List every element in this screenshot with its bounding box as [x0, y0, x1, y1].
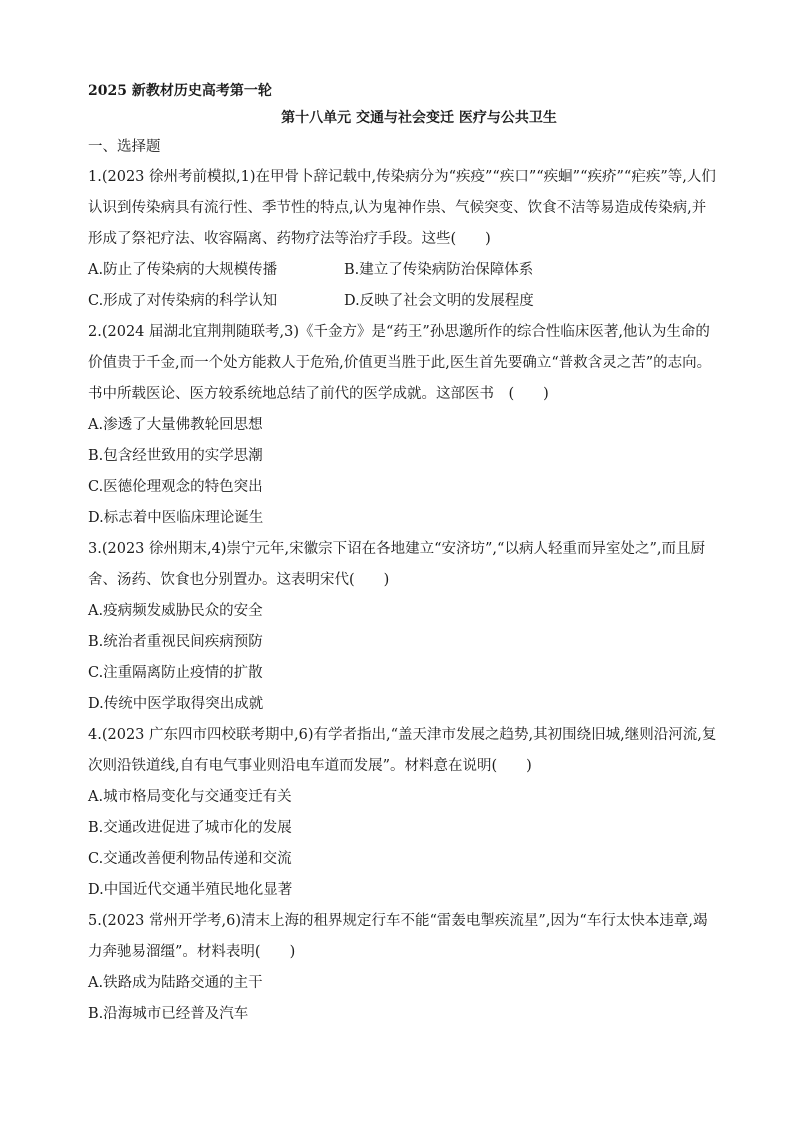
page-content: [88, 78, 720, 1030]
question-1: [88, 162, 720, 317]
option-b: B.建立了传染病防治保障体系: [344, 262, 534, 278]
question-stem: 4.(2023 广东四市四校联考期中,6)有学者指出,“盖天津市发展之趋势,其初围绕旧城,继则沿河流,复次则沿铁道线,自有电气事业则沿电车道而发展”。材料意在说明( ): [88, 727, 717, 774]
question-3: [88, 534, 720, 720]
option-b: B.交通改进促进了城市化的发展: [88, 820, 292, 836]
option-c: C.注重隔离防止疫情的扩散: [88, 665, 263, 681]
option-d: D.标志着中医临床理论诞生: [88, 510, 264, 526]
question-stem: 5.(2023 常州开学考,6)清末上海的租界规定行车不能“雷轰电掣疾流星”,因为“车行太快本违章,竭力奔驰易溜缰”。材料表明( ): [88, 913, 708, 960]
option-b: B.沿海城市已经普及汽车: [88, 1006, 249, 1022]
question-2: [88, 317, 720, 534]
option-row: [88, 255, 720, 286]
option-b: B.统治者重视民间疾病预防: [88, 634, 263, 650]
option-row: [88, 286, 720, 317]
series-title: 2025 新教材历史高考第一轮: [88, 83, 272, 99]
section-title: 一、选择题: [88, 139, 161, 155]
option-a: A.疫病频发威胁民众的安全: [88, 603, 263, 619]
option-a: A.城市格局变化与交通变迁有关: [88, 789, 292, 805]
option-a: A.防止了传染病的大规模传播: [88, 262, 278, 278]
option-d: D.反映了社会文明的发展程度: [344, 293, 534, 309]
option-d: D.传统中医学取得突出成就: [88, 696, 264, 712]
option-a: A.渗透了大量佛教轮回思想: [88, 417, 263, 433]
question-5: [88, 906, 720, 1030]
question-stem: 2.(2024 届湖北宜荆荆随联考,3)《千金方》是“药王”孙思邈所作的综合性临床医著,他认为生命的价值贵于千金,而一个处方能救人于危殆,价值更当胜于此,医生首先要确立“普救含灵之苦”的志向。书中所载医论、医方较系统地总结了前代的医学成就。这部医书 ( ): [88, 324, 712, 402]
unit-title: 第十八单元 交通与社会变迁 医疗与公共卫生: [281, 110, 557, 126]
option-b: B.包含经世致用的实学思潮: [88, 448, 263, 464]
question-4: [88, 720, 720, 906]
question-stem: 3.(2023 徐州期末,4)崇宁元年,宋徽宗下诏在各地建立“安济坊”,“以病人轻重而异室处之”,而且厨舍、汤药、饮食也分别置办。这表明宋代( ): [88, 541, 705, 588]
option-c: C.形成了对传染病的科学认知: [88, 293, 278, 309]
question-stem: 1.(2023 徐州考前模拟,1)在甲骨卜辞记载中,传染病分为“疾疫”“疾口”“疾蛔”“疾疥”“疟疾”等,人们认识到传染病具有流行性、季节性的特点,认为鬼神作祟、气候突变、饮食不洁等易造成传染病,并形成了祭祀疗法、收容隔离、药物疗法等治疗手段。这些( ): [88, 169, 716, 247]
option-a: A.铁路成为陆路交通的主干: [88, 975, 263, 991]
option-d: D.中国近代交通半殖民地化显著: [88, 882, 293, 898]
option-c: C.交通改善便利物品传递和交流: [88, 851, 292, 867]
option-c: C.医德伦理观念的特色突出: [88, 479, 263, 495]
